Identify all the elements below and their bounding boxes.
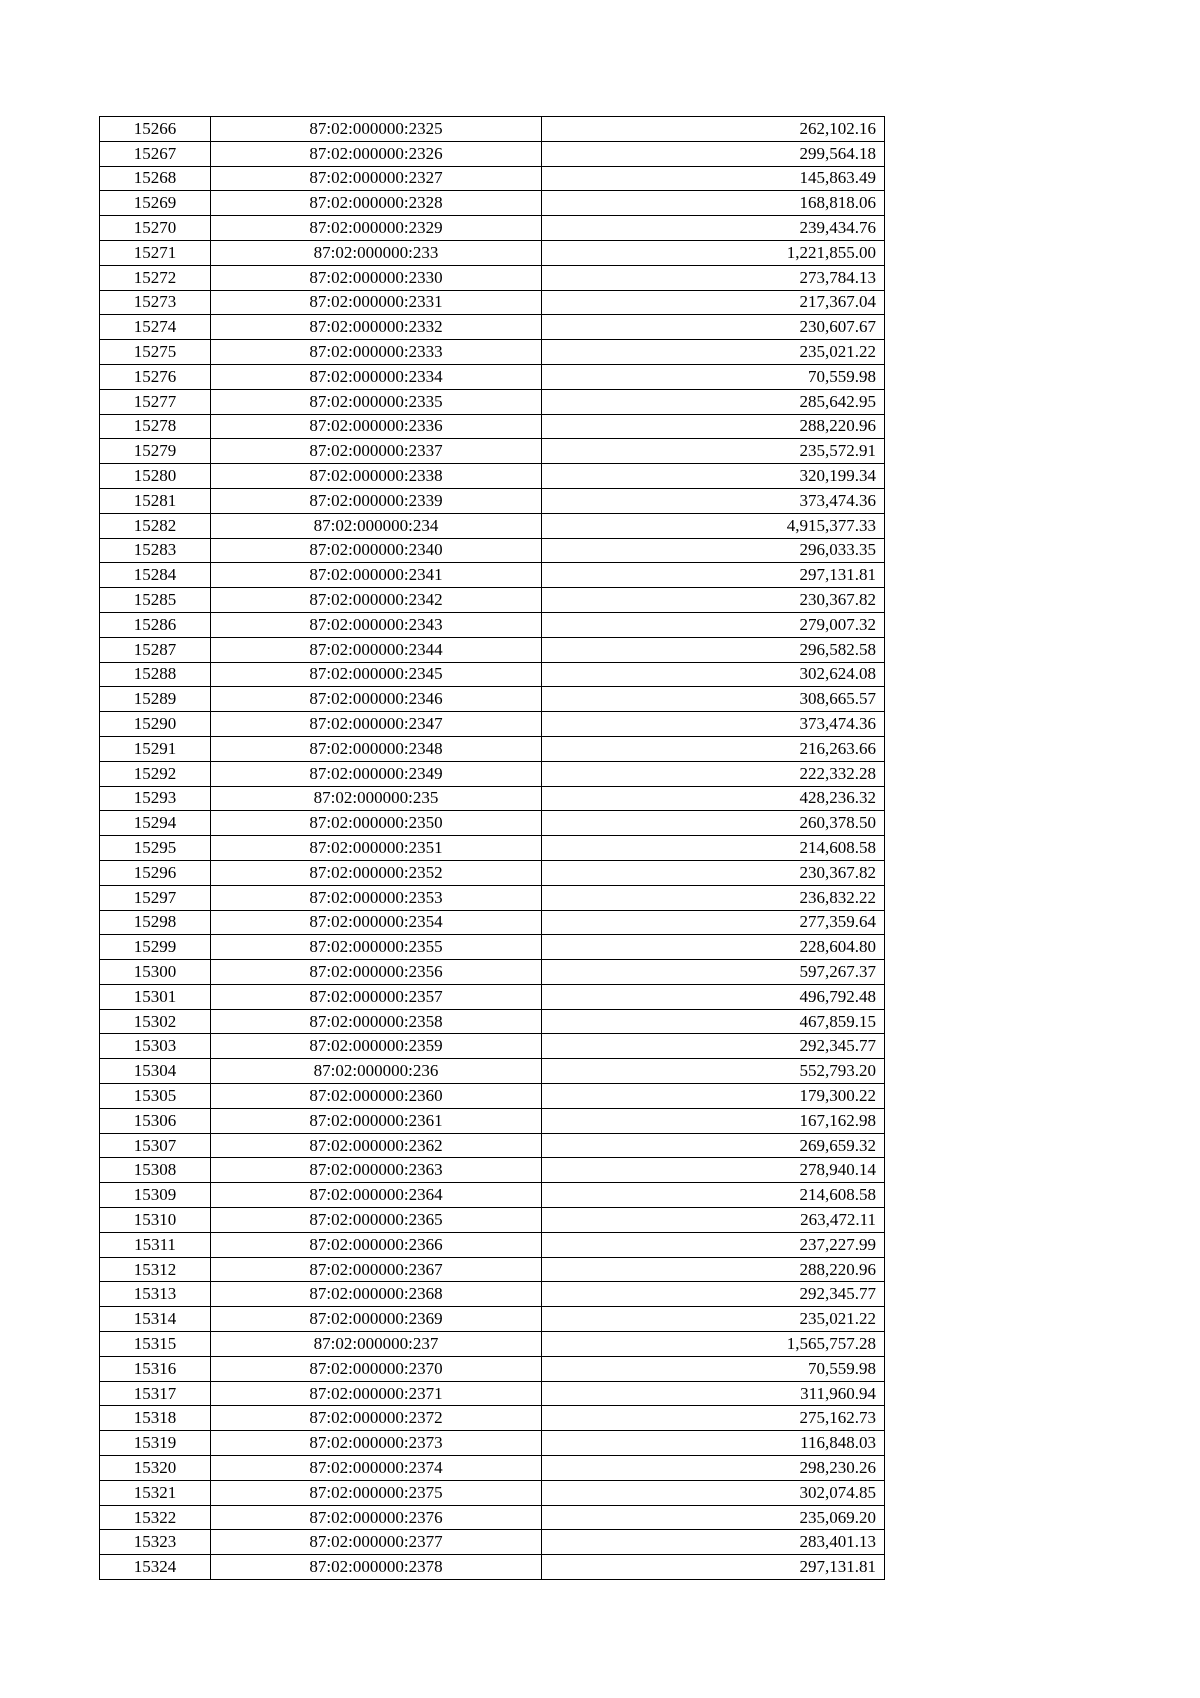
table-row xyxy=(100,141,885,166)
value-cell: 260,378.50 xyxy=(542,811,885,836)
value-cell: 70,559.98 xyxy=(542,364,885,389)
table-row xyxy=(100,637,885,662)
cadastral-number-cell: 87:02:000000:2336 xyxy=(211,414,542,439)
row-index-cell: 15310 xyxy=(100,1208,211,1233)
table-row xyxy=(100,191,885,216)
cadastral-number-cell: 87:02:000000:2332 xyxy=(211,315,542,340)
value-cell: 269,659.32 xyxy=(542,1133,885,1158)
table-row xyxy=(100,910,885,935)
table-row xyxy=(100,1480,885,1505)
cadastral-number-cell: 87:02:000000:2327 xyxy=(211,166,542,191)
table-row xyxy=(100,364,885,389)
value-cell: 70,559.98 xyxy=(542,1356,885,1381)
cadastral-number-cell: 87:02:000000:2337 xyxy=(211,439,542,464)
value-cell: 239,434.76 xyxy=(542,216,885,241)
value-cell: 168,818.06 xyxy=(542,191,885,216)
cadastral-number-cell: 87:02:000000:2325 xyxy=(211,117,542,142)
table-row xyxy=(100,662,885,687)
value-cell: 296,033.35 xyxy=(542,538,885,563)
cadastral-number-cell: 87:02:000000:2330 xyxy=(211,265,542,290)
table-row xyxy=(100,1505,885,1530)
row-index-cell: 15295 xyxy=(100,836,211,861)
table-row xyxy=(100,1158,885,1183)
cadastral-number-cell: 87:02:000000:2361 xyxy=(211,1108,542,1133)
cadastral-number-cell: 87:02:000000:235 xyxy=(211,786,542,811)
value-cell: 320,199.34 xyxy=(542,464,885,489)
table-row xyxy=(100,1555,885,1580)
row-index-cell: 15281 xyxy=(100,488,211,513)
row-index-cell: 15287 xyxy=(100,637,211,662)
row-index-cell: 15306 xyxy=(100,1108,211,1133)
value-cell: 116,848.03 xyxy=(542,1431,885,1456)
value-cell: 263,472.11 xyxy=(542,1208,885,1233)
value-cell: 235,572.91 xyxy=(542,439,885,464)
value-cell: 275,162.73 xyxy=(542,1406,885,1431)
cadastral-number-cell: 87:02:000000:2372 xyxy=(211,1406,542,1431)
cadastral-number-cell: 87:02:000000:2328 xyxy=(211,191,542,216)
value-cell: 214,608.58 xyxy=(542,1183,885,1208)
cadastral-number-cell: 87:02:000000:2351 xyxy=(211,836,542,861)
cadastral-number-cell: 87:02:000000:2358 xyxy=(211,1009,542,1034)
row-index-cell: 15274 xyxy=(100,315,211,340)
row-index-cell: 15317 xyxy=(100,1381,211,1406)
row-index-cell: 15293 xyxy=(100,786,211,811)
row-index-cell: 15290 xyxy=(100,712,211,737)
row-index-cell: 15298 xyxy=(100,910,211,935)
table-row xyxy=(100,265,885,290)
cadastral-number-cell: 87:02:000000:2329 xyxy=(211,216,542,241)
table-row xyxy=(100,563,885,588)
value-cell: 597,267.37 xyxy=(542,960,885,985)
row-index-cell: 15296 xyxy=(100,860,211,885)
table-row xyxy=(100,1381,885,1406)
row-index-cell: 15316 xyxy=(100,1356,211,1381)
cadastral-number-cell: 87:02:000000:2376 xyxy=(211,1505,542,1530)
row-index-cell: 15297 xyxy=(100,885,211,910)
value-cell: 228,604.80 xyxy=(542,935,885,960)
value-cell: 373,474.36 xyxy=(542,712,885,737)
cadastral-number-cell: 87:02:000000:2364 xyxy=(211,1183,542,1208)
cadastral-number-cell: 87:02:000000:2338 xyxy=(211,464,542,489)
table-row xyxy=(100,1084,885,1109)
row-index-cell: 15279 xyxy=(100,439,211,464)
cadastral-number-cell: 87:02:000000:2368 xyxy=(211,1282,542,1307)
value-cell: 292,345.77 xyxy=(542,1034,885,1059)
value-cell: 296,582.58 xyxy=(542,637,885,662)
table-row xyxy=(100,736,885,761)
value-cell: 279,007.32 xyxy=(542,612,885,637)
value-cell: 1,221,855.00 xyxy=(542,240,885,265)
cadastral-number-cell: 87:02:000000:2363 xyxy=(211,1158,542,1183)
cadastral-number-cell: 87:02:000000:2334 xyxy=(211,364,542,389)
row-index-cell: 15315 xyxy=(100,1332,211,1357)
table-row xyxy=(100,1232,885,1257)
value-cell: 217,367.04 xyxy=(542,290,885,315)
cadastral-number-cell: 87:02:000000:2357 xyxy=(211,984,542,1009)
table-row xyxy=(100,340,885,365)
row-index-cell: 15272 xyxy=(100,265,211,290)
table-row xyxy=(100,117,885,142)
value-cell: 288,220.96 xyxy=(542,414,885,439)
table-row xyxy=(100,513,885,538)
cadastral-number-cell: 87:02:000000:2339 xyxy=(211,488,542,513)
table-row xyxy=(100,935,885,960)
table-row xyxy=(100,1208,885,1233)
value-cell: 428,236.32 xyxy=(542,786,885,811)
table-row xyxy=(100,761,885,786)
row-index-cell: 15267 xyxy=(100,141,211,166)
table-row xyxy=(100,1406,885,1431)
cadastral-number-cell: 87:02:000000:2373 xyxy=(211,1431,542,1456)
cadastral-number-cell: 87:02:000000:2375 xyxy=(211,1480,542,1505)
row-index-cell: 15318 xyxy=(100,1406,211,1431)
value-cell: 311,960.94 xyxy=(542,1381,885,1406)
value-cell: 297,131.81 xyxy=(542,563,885,588)
cadastral-number-cell: 87:02:000000:2354 xyxy=(211,910,542,935)
row-index-cell: 15313 xyxy=(100,1282,211,1307)
value-cell: 273,784.13 xyxy=(542,265,885,290)
cadastral-number-cell: 87:02:000000:2353 xyxy=(211,885,542,910)
row-index-cell: 15282 xyxy=(100,513,211,538)
row-index-cell: 15268 xyxy=(100,166,211,191)
row-index-cell: 15307 xyxy=(100,1133,211,1158)
cadastral-number-cell: 87:02:000000:2365 xyxy=(211,1208,542,1233)
cadastral-number-cell: 87:02:000000:2377 xyxy=(211,1530,542,1555)
value-cell: 237,227.99 xyxy=(542,1232,885,1257)
table-row xyxy=(100,1307,885,1332)
table-row xyxy=(100,1108,885,1133)
table-row xyxy=(100,1009,885,1034)
row-index-cell: 15323 xyxy=(100,1530,211,1555)
value-cell: 222,332.28 xyxy=(542,761,885,786)
cadastral-number-cell: 87:02:000000:2378 xyxy=(211,1555,542,1580)
value-cell: 285,642.95 xyxy=(542,389,885,414)
row-index-cell: 15314 xyxy=(100,1307,211,1332)
cadastral-number-cell: 87:02:000000:234 xyxy=(211,513,542,538)
row-index-cell: 15301 xyxy=(100,984,211,1009)
row-index-cell: 15269 xyxy=(100,191,211,216)
table-row xyxy=(100,712,885,737)
value-cell: 179,300.22 xyxy=(542,1084,885,1109)
row-index-cell: 15283 xyxy=(100,538,211,563)
cadastral-number-cell: 87:02:000000:2347 xyxy=(211,712,542,737)
table-row xyxy=(100,464,885,489)
table-row xyxy=(100,538,885,563)
table-row xyxy=(100,414,885,439)
value-cell: 235,069.20 xyxy=(542,1505,885,1530)
table-row xyxy=(100,1034,885,1059)
value-cell: 262,102.16 xyxy=(542,117,885,142)
table-row xyxy=(100,885,885,910)
row-index-cell: 15276 xyxy=(100,364,211,389)
table-row xyxy=(100,1133,885,1158)
table-row xyxy=(100,786,885,811)
cadastral-number-cell: 87:02:000000:2344 xyxy=(211,637,542,662)
row-index-cell: 15308 xyxy=(100,1158,211,1183)
row-index-cell: 15291 xyxy=(100,736,211,761)
table-row xyxy=(100,687,885,712)
row-index-cell: 15324 xyxy=(100,1555,211,1580)
row-index-cell: 15289 xyxy=(100,687,211,712)
value-cell: 235,021.22 xyxy=(542,1307,885,1332)
row-index-cell: 15321 xyxy=(100,1480,211,1505)
table-row xyxy=(100,860,885,885)
value-cell: 298,230.26 xyxy=(542,1456,885,1481)
table-row xyxy=(100,612,885,637)
value-cell: 236,832.22 xyxy=(542,885,885,910)
data-table xyxy=(99,116,885,1580)
table-row xyxy=(100,811,885,836)
value-cell: 552,793.20 xyxy=(542,1059,885,1084)
row-index-cell: 15280 xyxy=(100,464,211,489)
value-cell: 308,665.57 xyxy=(542,687,885,712)
table-row xyxy=(100,1456,885,1481)
table-row xyxy=(100,984,885,1009)
table-row xyxy=(100,1431,885,1456)
cadastral-number-cell: 87:02:000000:2374 xyxy=(211,1456,542,1481)
value-cell: 283,401.13 xyxy=(542,1530,885,1555)
row-index-cell: 15271 xyxy=(100,240,211,265)
value-cell: 216,263.66 xyxy=(542,736,885,761)
table-row xyxy=(100,1356,885,1381)
row-index-cell: 15273 xyxy=(100,290,211,315)
value-cell: 278,940.14 xyxy=(542,1158,885,1183)
row-index-cell: 15277 xyxy=(100,389,211,414)
cadastral-number-cell: 87:02:000000:2346 xyxy=(211,687,542,712)
cadastral-number-cell: 87:02:000000:2370 xyxy=(211,1356,542,1381)
cadastral-number-cell: 87:02:000000:237 xyxy=(211,1332,542,1357)
cadastral-number-cell: 87:02:000000:2331 xyxy=(211,290,542,315)
value-cell: 297,131.81 xyxy=(542,1555,885,1580)
table-row xyxy=(100,1059,885,1084)
value-cell: 292,345.77 xyxy=(542,1282,885,1307)
value-cell: 496,792.48 xyxy=(542,984,885,1009)
cadastral-number-cell: 87:02:000000:2335 xyxy=(211,389,542,414)
row-index-cell: 15320 xyxy=(100,1456,211,1481)
row-index-cell: 15285 xyxy=(100,588,211,613)
table-row xyxy=(100,216,885,241)
cadastral-number-cell: 87:02:000000:2348 xyxy=(211,736,542,761)
row-index-cell: 15294 xyxy=(100,811,211,836)
table-row xyxy=(100,1183,885,1208)
table-row xyxy=(100,290,885,315)
row-index-cell: 15292 xyxy=(100,761,211,786)
table-row xyxy=(100,166,885,191)
cadastral-number-cell: 87:02:000000:2333 xyxy=(211,340,542,365)
table-row xyxy=(100,389,885,414)
cadastral-number-cell: 87:02:000000:2367 xyxy=(211,1257,542,1282)
table-row xyxy=(100,315,885,340)
row-index-cell: 15270 xyxy=(100,216,211,241)
cadastral-number-cell: 87:02:000000:233 xyxy=(211,240,542,265)
cadastral-number-cell: 87:02:000000:2355 xyxy=(211,935,542,960)
value-cell: 302,624.08 xyxy=(542,662,885,687)
cadastral-number-cell: 87:02:000000:2326 xyxy=(211,141,542,166)
table-row xyxy=(100,1257,885,1282)
row-index-cell: 15303 xyxy=(100,1034,211,1059)
cadastral-number-cell: 87:02:000000:2343 xyxy=(211,612,542,637)
table-body xyxy=(100,117,885,1580)
value-cell: 302,074.85 xyxy=(542,1480,885,1505)
table-row xyxy=(100,1282,885,1307)
cadastral-number-cell: 87:02:000000:2342 xyxy=(211,588,542,613)
value-cell: 467,859.15 xyxy=(542,1009,885,1034)
row-index-cell: 15288 xyxy=(100,662,211,687)
cadastral-number-cell: 87:02:000000:2352 xyxy=(211,860,542,885)
table-row xyxy=(100,1332,885,1357)
row-index-cell: 15275 xyxy=(100,340,211,365)
cadastral-number-cell: 87:02:000000:2345 xyxy=(211,662,542,687)
table-row xyxy=(100,836,885,861)
cadastral-number-cell: 87:02:000000:2356 xyxy=(211,960,542,985)
table-row xyxy=(100,960,885,985)
row-index-cell: 15286 xyxy=(100,612,211,637)
cadastral-number-cell: 87:02:000000:236 xyxy=(211,1059,542,1084)
value-cell: 288,220.96 xyxy=(542,1257,885,1282)
cadastral-number-cell: 87:02:000000:2341 xyxy=(211,563,542,588)
row-index-cell: 15278 xyxy=(100,414,211,439)
value-cell: 1,565,757.28 xyxy=(542,1332,885,1357)
value-cell: 230,607.67 xyxy=(542,315,885,340)
cadastral-number-cell: 87:02:000000:2350 xyxy=(211,811,542,836)
cadastral-number-cell: 87:02:000000:2349 xyxy=(211,761,542,786)
table-row xyxy=(100,439,885,464)
cadastral-number-cell: 87:02:000000:2366 xyxy=(211,1232,542,1257)
row-index-cell: 15322 xyxy=(100,1505,211,1530)
cadastral-number-cell: 87:02:000000:2369 xyxy=(211,1307,542,1332)
value-cell: 167,162.98 xyxy=(542,1108,885,1133)
cadastral-number-cell: 87:02:000000:2340 xyxy=(211,538,542,563)
value-cell: 373,474.36 xyxy=(542,488,885,513)
value-cell: 230,367.82 xyxy=(542,860,885,885)
row-index-cell: 15304 xyxy=(100,1059,211,1084)
row-index-cell: 15311 xyxy=(100,1232,211,1257)
value-cell: 145,863.49 xyxy=(542,166,885,191)
value-cell: 214,608.58 xyxy=(542,836,885,861)
value-cell: 299,564.18 xyxy=(542,141,885,166)
table-row xyxy=(100,588,885,613)
row-index-cell: 15302 xyxy=(100,1009,211,1034)
table-row xyxy=(100,1530,885,1555)
row-index-cell: 15266 xyxy=(100,117,211,142)
row-index-cell: 15284 xyxy=(100,563,211,588)
row-index-cell: 15305 xyxy=(100,1084,211,1109)
cadastral-number-cell: 87:02:000000:2359 xyxy=(211,1034,542,1059)
row-index-cell: 15299 xyxy=(100,935,211,960)
value-cell: 4,915,377.33 xyxy=(542,513,885,538)
cadastral-number-cell: 87:02:000000:2362 xyxy=(211,1133,542,1158)
row-index-cell: 15300 xyxy=(100,960,211,985)
row-index-cell: 15312 xyxy=(100,1257,211,1282)
value-cell: 230,367.82 xyxy=(542,588,885,613)
cadastral-number-cell: 87:02:000000:2371 xyxy=(211,1381,542,1406)
table-row xyxy=(100,240,885,265)
cadastral-number-cell: 87:02:000000:2360 xyxy=(211,1084,542,1109)
row-index-cell: 15319 xyxy=(100,1431,211,1456)
row-index-cell: 15309 xyxy=(100,1183,211,1208)
value-cell: 235,021.22 xyxy=(542,340,885,365)
table-row xyxy=(100,488,885,513)
value-cell: 277,359.64 xyxy=(542,910,885,935)
